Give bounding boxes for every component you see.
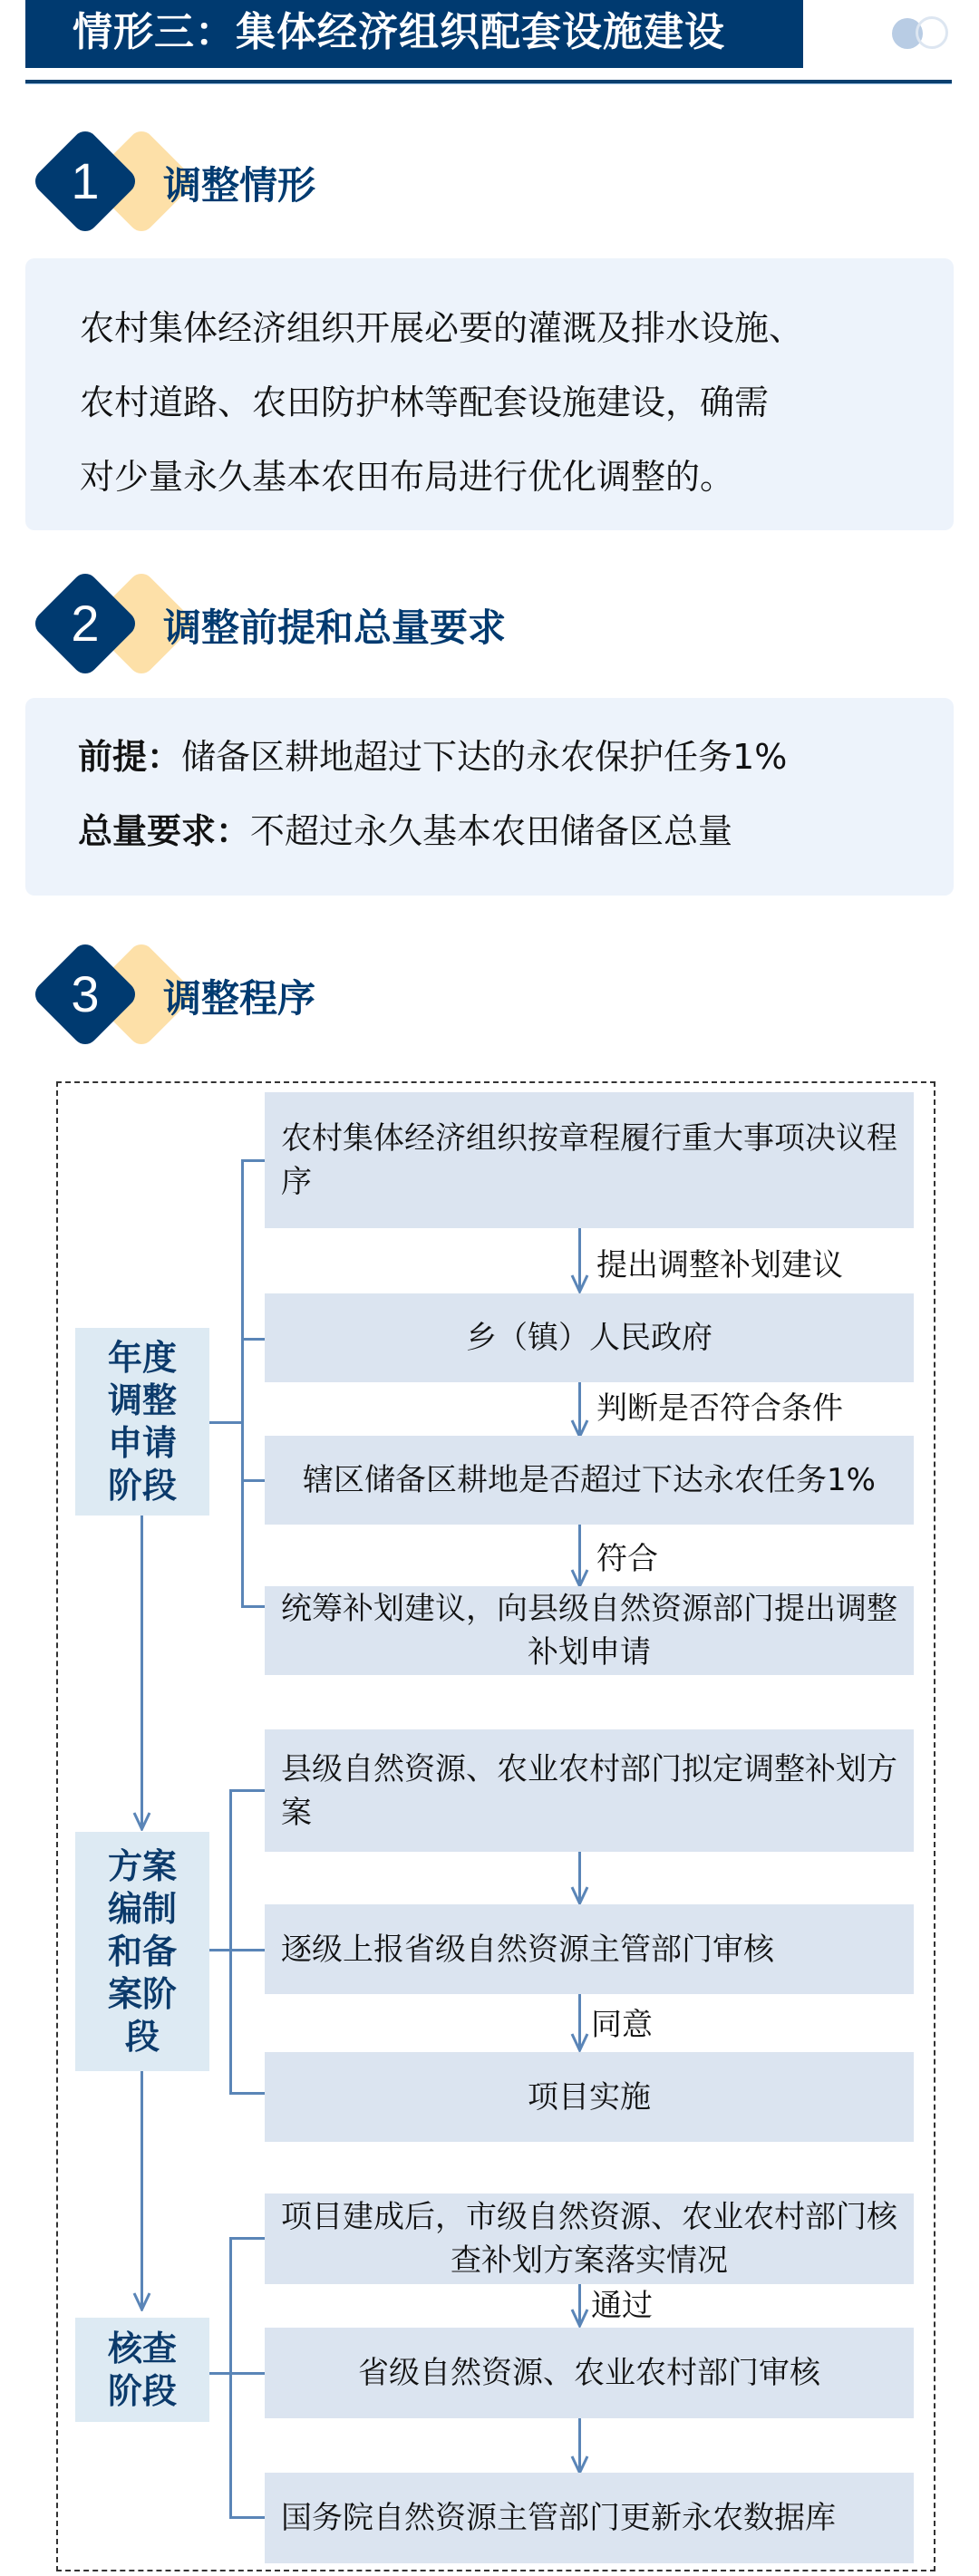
connector-line: [229, 1789, 265, 1792]
flow-step: [265, 1092, 914, 1228]
section-1-heading: [0, 118, 979, 245]
flow-step: [265, 1586, 914, 1675]
connector-line: [229, 2237, 265, 2240]
situation-card: [25, 258, 954, 530]
section-title: 调整情形: [163, 163, 316, 208]
connector-line: [241, 1338, 265, 1341]
section-title: 调整程序: [163, 976, 316, 1021]
connector-line: [229, 1789, 232, 2094]
transition-label: 通过: [591, 2288, 653, 2324]
flow-step: [265, 2052, 914, 2142]
connector-line: [241, 1605, 265, 1608]
stage-label-line: 和备: [107, 1931, 177, 1971]
flow-step-text: 乡（镇）人民政府: [466, 1320, 712, 1356]
transition-label: 符合: [596, 1541, 658, 1577]
connector-line: [209, 1421, 243, 1424]
flow-step: [265, 1904, 914, 1994]
total-requirement-text: 不超过永久基本农田储备区总量: [250, 811, 733, 851]
flow-step-text: 农村集体经济组织按章程履行重大事项决议程序: [281, 1120, 897, 1200]
arrow-down-icon: [570, 1568, 589, 1588]
requirements-card: [25, 698, 954, 896]
arrow-down-icon: [570, 2032, 589, 2052]
connector-line: [241, 1159, 265, 1162]
stage-label-line: 方案: [107, 1845, 177, 1886]
stage-label-line: 段: [124, 2016, 160, 2057]
section-title: 调整前提和总量要求: [163, 605, 507, 650]
flow-step-text: 辖区储备区耕地是否超过下达永农任务1%: [303, 1462, 876, 1498]
section-number: 3: [71, 965, 100, 1022]
connector-line: [209, 1949, 265, 1951]
stage-label-line: 年度: [107, 1337, 177, 1378]
stage-label-line: 调整: [107, 1380, 177, 1420]
flow-step: [265, 2328, 914, 2418]
stage-label-line: 核查: [107, 2328, 177, 2368]
connector-line: [241, 1479, 265, 1482]
flow-step-text: 项目实施: [528, 2078, 651, 2116]
connector-line: [209, 2372, 265, 2375]
stage-plan-filing: [75, 1832, 209, 2071]
stage-verification: [75, 2318, 209, 2422]
stage-label-line: 编制: [107, 1888, 177, 1929]
stage-label-line: 阶段: [107, 2370, 177, 2411]
total-requirement-row: [78, 794, 901, 868]
stage-label-line: 阶段: [107, 1465, 177, 1506]
page-title-banner: [25, 0, 803, 68]
transition-label: 同意: [591, 2007, 653, 2043]
connector-line: [229, 2092, 265, 2095]
stage-label-line: 申请: [107, 1422, 177, 1463]
flow-step-text: 县级自然资源、农业农村部门拟定调整补划方案: [281, 1750, 897, 1831]
flow-step: [265, 2193, 914, 2284]
decorative-ring-icon: [916, 16, 948, 49]
stage-arrow-line: [141, 2071, 143, 2309]
situation-text-line: 农村道路、农田防护林等配套设施建设，确需: [80, 383, 770, 422]
section-2-heading: [0, 560, 979, 687]
flow-step-text: 国务院自然资源主管部门更新永农数据库: [281, 2500, 836, 2536]
arrow-down-icon: [570, 2455, 589, 2474]
section-number: 2: [71, 595, 100, 652]
connector-line: [229, 2237, 232, 2519]
total-requirement-label: 总量要求：: [78, 811, 251, 851]
flow-step: [265, 1293, 914, 1382]
flow-step: [265, 1729, 914, 1852]
arrow-down-icon: [570, 2308, 589, 2328]
stage-arrow-line: [141, 1516, 143, 1828]
flow-step-text: 项目建成后，市级自然资源、农业农村部门核查补划方案落实情况: [281, 2199, 897, 2279]
stage-annual-application: [75, 1328, 209, 1516]
transition-label: 提出调整补划建议: [596, 1247, 843, 1283]
section-number: 1: [71, 152, 100, 209]
stage-label-line: 案阶: [107, 1973, 177, 2014]
situation-text-line: 农村集体经济组织开展必要的灌溉及排水设施、: [80, 308, 804, 348]
premise-row: [78, 720, 901, 794]
arrow-down-icon: [132, 2291, 151, 2311]
connector-line: [241, 1159, 244, 1608]
flow-step-text: 省级自然资源、农业农村部门审核: [358, 2355, 820, 2391]
header-divider-light: [25, 83, 952, 84]
flow-step-text: 统筹补划建议，向县级自然资源部门提出调整补划申请: [281, 1591, 897, 1671]
arrow-down-icon: [132, 1811, 151, 1831]
section-3-heading: [0, 931, 979, 1058]
connector-line: [229, 2516, 265, 2519]
transition-label: 判断是否符合条件: [596, 1390, 843, 1427]
premise-text: 储备区耕地超过下达的永农保护任务1%: [181, 737, 788, 777]
flow-step: [265, 2473, 914, 2563]
arrow-down-icon: [570, 1273, 589, 1293]
flow-step: [265, 1436, 914, 1525]
flow-step-text: 逐级上报省级自然资源主管部门审核: [281, 1931, 774, 1968]
arrow-down-icon: [570, 1885, 589, 1905]
premise-label: 前提：: [78, 737, 182, 777]
situation-text-line: 对少量永久基本农田布局进行优化调整的。: [80, 457, 735, 497]
page-title: 情形三：集体经济组织配套设施建设: [73, 9, 725, 55]
